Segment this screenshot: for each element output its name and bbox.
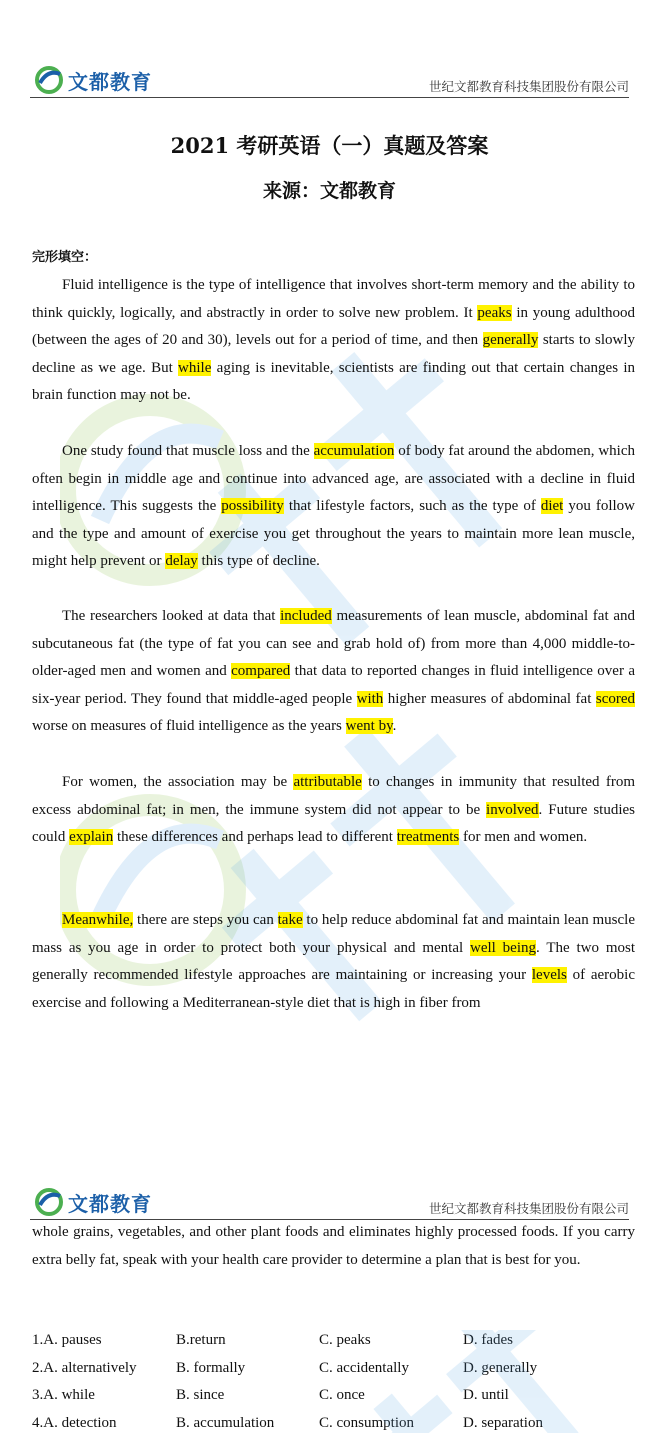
answer-options <box>32 1332 635 1433</box>
answer-row <box>32 1387 635 1415</box>
company-name: 世纪文都教育科技集团股份有限公司 <box>428 1201 629 1216</box>
highlight-word: accumulation <box>313 443 395 459</box>
highlight-word: levels <box>531 967 567 984</box>
section-label: 完形填空： <box>32 250 98 265</box>
paragraph-3: The researchers looked at data that included measurements of lean muscle, abdominal fat and subcutaneous fat (the type of fat you can see and grab hold of) from more than 4,000 middle-to-older-aged men and women and compared that data to reported changes in fluid intelligence over a six-year period. They found that middle-aged people with higher measures of abdominal fat scored worse on measures of fluid intelligence as the years went by. <box>32 608 636 735</box>
paragraph-5: Meanwhile, there are steps you can take to help reduce abdominal fat and maintain lean muscle mass as you age in order to protect both your physical and mental well being. The two most generally recommended lifestyle approaches are maintaining or increasing your levels of aerobic exercise and following a Mediterranean-style diet that is high in fiber from <box>32 912 636 1011</box>
option: C. peaks <box>319 1332 371 1348</box>
highlight-word: Meanwhile, <box>62 912 134 928</box>
option: 1.A. pauses <box>32 1332 102 1348</box>
highlight-word: scored <box>595 690 636 707</box>
highlight-word: involved <box>486 801 539 818</box>
brand-logo <box>34 64 152 96</box>
option: D. fades <box>463 1332 513 1348</box>
highlight-word: went by <box>345 718 393 735</box>
paragraph-2: One study found that muscle loss and the accumulation of body fat around the abdomen, which often begin in middle age and continue into advanced age, are associated with a decline in fluid intelligence. This suggests the possibility that lifestyle factors, such as the type of diet you follow and the type and amount of exercise you get throughout the years to maintain more lean muscle, might help prevent or delay this type of decline. <box>32 443 636 570</box>
brand-logo <box>34 1186 152 1218</box>
answer-row <box>32 1415 635 1433</box>
option: D. until <box>463 1387 509 1403</box>
highlight-word: delay <box>165 553 198 570</box>
highlight-word: generally <box>482 332 539 349</box>
brand-logo-text: 文都教育 <box>68 69 152 94</box>
option: D. separation <box>463 1414 543 1431</box>
brand-logo-icon <box>34 65 64 95</box>
answer-row <box>32 1360 635 1388</box>
highlight-word: included <box>280 608 332 624</box>
highlight-word: treatments <box>396 829 460 846</box>
answer-row <box>32 1332 635 1360</box>
option: B. since <box>176 1387 225 1403</box>
page-header-2 <box>0 1184 659 1224</box>
option: B.return <box>176 1332 226 1348</box>
page-header <box>0 62 659 102</box>
highlight-word: while <box>178 359 212 376</box>
page-subtitle: 来源：文都教育 <box>262 180 396 202</box>
option: B. formally <box>176 1359 246 1376</box>
highlight-word: explain <box>69 829 114 846</box>
highlight-word: well being <box>470 939 536 956</box>
option: C. accidentally <box>319 1359 409 1376</box>
option: D. generally <box>463 1359 538 1376</box>
option: C. consumption <box>319 1414 415 1431</box>
option: 3.A. while <box>32 1387 95 1403</box>
brand-logo-icon <box>34 1187 64 1217</box>
option: 4.A. detection <box>32 1414 117 1431</box>
option: 2.A. alternatively <box>32 1359 137 1376</box>
paragraph-1: Fluid intelligence is the type of intelligence that involves short-term memory and the ability to think quickly, logically, and abstractly in order to solve new problem. It peaks in young adulthood (between the ages of 20 and 30), levels out for a period of time, and then generally starts to slowly decline as we age. But while aging is inevitable, scientists are finding out that certain changes in brain function may not be. <box>32 277 636 404</box>
header-divider <box>30 97 629 98</box>
highlight-word: diet <box>540 498 564 515</box>
highlight-word: attributable <box>293 774 362 790</box>
option: B. accumulation <box>176 1414 275 1431</box>
option: C. once <box>319 1387 365 1403</box>
highlight-word: with <box>356 690 384 707</box>
highlight-word: peaks <box>477 304 512 321</box>
brand-logo-text: 文都教育 <box>68 1191 152 1216</box>
paragraph-6: whole grains, vegetables, and other plant foods and eliminates highly processed foods. If you carry extra belly fat, speak with your health care provider to determine a plan that is best for you. <box>32 1224 635 1268</box>
highlight-word: possibility <box>221 498 284 515</box>
company-name: 世纪文都教育科技集团股份有限公司 <box>428 79 629 94</box>
page-title: 2021 考研英语（一）真题及答案 <box>170 133 489 158</box>
highlight-word: take <box>277 912 303 928</box>
paragraph-4: For women, the association may be attributable to changes in immunity that resulted from excess abdominal fat; in men, the immune system did not appear to be involved. Future studies could explain these differences and perhaps lead to different treatments for men and women. <box>32 774 635 846</box>
highlight-word: compared <box>231 663 291 680</box>
